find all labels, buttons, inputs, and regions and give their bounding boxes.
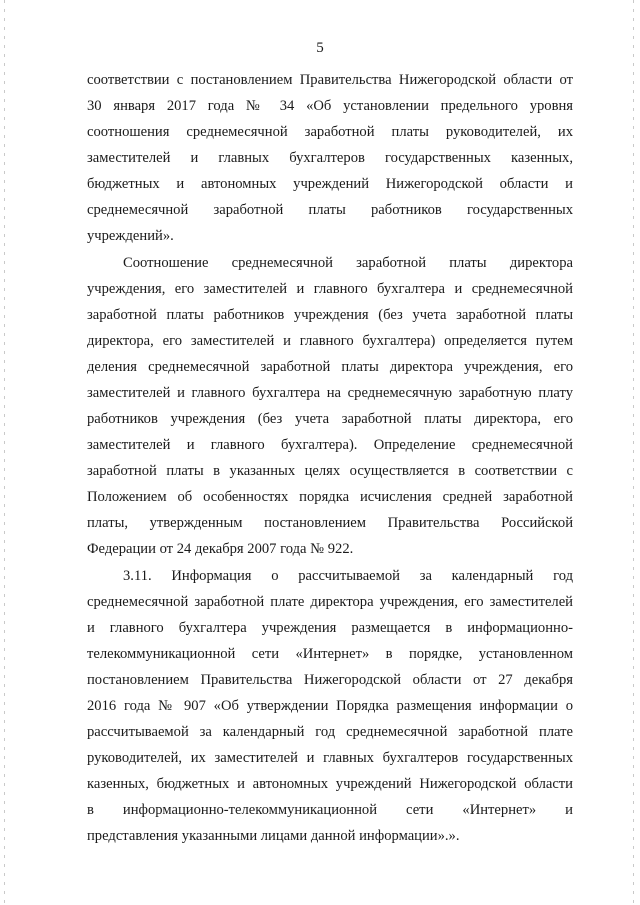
text-line: среднемесячной заработной платы работников государственных xyxy=(87,202,573,219)
text-line: телекоммуникационной сети «Интернет» в порядке, установленном xyxy=(87,645,573,662)
text-line: учреждений». xyxy=(87,228,174,245)
text-line: представления указанными лицами данной информации».». xyxy=(87,828,460,845)
text-line: Федерации от 24 декабря 2007 года № 922. xyxy=(87,541,354,558)
page-number: 5 xyxy=(316,40,324,56)
text-line: учреждения, его заместителей и главного бухгалтера и среднемесячной xyxy=(87,280,573,297)
text-line: в информационно-телекоммуникационной сети «Интернет» и xyxy=(87,802,573,819)
text-line: 2016 года № 907 «Об утверждении Порядка размещения информации о xyxy=(87,697,573,714)
text-line: среднемесячной заработной плате директора учреждения, его заместителей xyxy=(87,593,573,610)
text-line: казенных, бюджетных и автономных учреждений Нижегородской области xyxy=(87,776,573,793)
text-line: 30 января 2017 года № 34 «Об установлении предельного уровня xyxy=(87,98,573,115)
text-line: заместителей и главного бухгалтера). Определение среднемесячной xyxy=(87,437,573,454)
text-line: соотношения среднемесячной заработной платы руководителей, их xyxy=(87,124,573,141)
text-line: деления среднемесячной заработной платы директора учреждения, его xyxy=(87,358,573,375)
text-line: Положением об особенностях порядка исчисления средней заработной xyxy=(87,489,573,506)
text-line: директора, его заместителей и главного бухгалтера) определяется путем xyxy=(87,332,573,349)
text-line: постановлением Правительства Нижегородской области от 27 декабря xyxy=(87,671,573,688)
text-line: Соотношение среднемесячной заработной платы директора xyxy=(123,254,573,271)
text-line: рассчитываемой за календарный год среднемесячной заработной плате xyxy=(87,724,573,740)
text-line: заместителей и главных бухгалтеров государственных казенных, xyxy=(87,150,573,167)
text-line: работников учреждения (без учета заработной платы директора, его xyxy=(87,411,573,428)
text-line: заместителей и главного бухгалтера на среднемесячную заработную плату xyxy=(87,384,573,401)
text-line: бюджетных и автономных учреждений Нижегородской области и xyxy=(87,176,573,193)
text-line: руководителей, их заместителей и главных бухгалтеров государственных xyxy=(87,750,573,767)
text-line: и главного бухгалтера учреждения размещается в информационно- xyxy=(87,619,573,636)
text-line: заработной платы в указанных целях осуществляется в соответствии с xyxy=(87,463,573,480)
text-line: заработной платы работников учреждения (без учета заработной платы xyxy=(87,306,573,323)
scan-edge-left xyxy=(4,0,5,905)
scan-edge-right xyxy=(633,0,634,905)
text-line: соответствии с постановлением Правительства Нижегородской области от xyxy=(87,72,573,88)
text-line: 3.11. Информация о рассчитываемой за календарный год xyxy=(123,567,573,584)
text-line: платы, утвержденным постановлением Правительства Российской xyxy=(87,515,573,532)
